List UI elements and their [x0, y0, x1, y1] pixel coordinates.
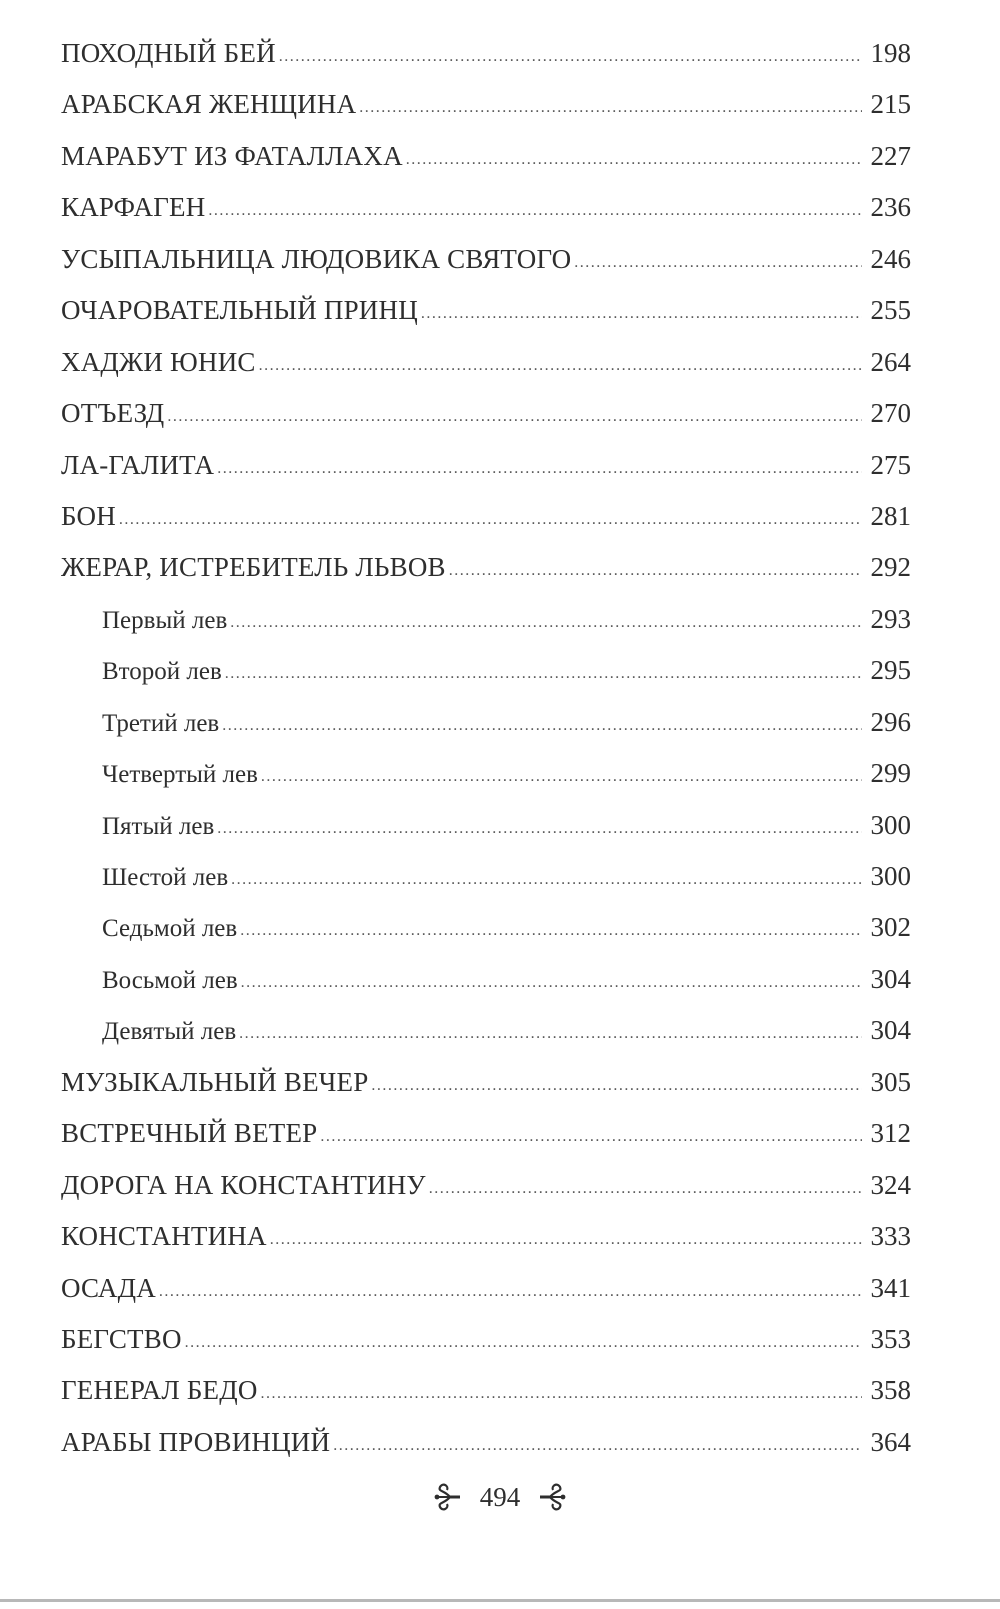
- toc-entry-page: 236: [870, 192, 911, 223]
- toc-entry-title: ОТЪЕЗД: [61, 398, 165, 429]
- toc-subentry[interactable]: [61, 697, 911, 748]
- toc-entry-page: 324: [870, 1169, 911, 1200]
- toc-entry[interactable]: [61, 182, 911, 233]
- toc-subentry-page: 300: [870, 861, 911, 891]
- toc-entry[interactable]: [61, 388, 911, 439]
- dot-leader: [231, 854, 862, 905]
- toc-entry[interactable]: [61, 1108, 911, 1159]
- toc-entry-title: КОНСТАНТИНА: [61, 1221, 267, 1252]
- toc-entry[interactable]: [61, 1365, 911, 1416]
- dot-leader: [159, 1266, 862, 1317]
- toc-entry[interactable]: [61, 234, 911, 285]
- dot-leader: [167, 391, 862, 442]
- toc-entry[interactable]: [61, 28, 911, 79]
- dot-leader: [279, 31, 862, 82]
- dot-leader: [241, 957, 862, 1008]
- dot-leader: [320, 1111, 862, 1162]
- toc-entry-page: 292: [870, 552, 911, 583]
- toc-entry[interactable]: [61, 1314, 911, 1365]
- toc-entry[interactable]: [61, 1417, 911, 1468]
- toc-entry-title: ХАДЖИ ЮНИС: [61, 346, 256, 377]
- toc-subentry-page: 304: [870, 963, 911, 994]
- dot-leader: [429, 1163, 862, 1214]
- dot-leader: [261, 751, 862, 802]
- toc-entry[interactable]: [61, 337, 911, 388]
- toc-entry[interactable]: [61, 542, 911, 593]
- dot-leader: [225, 648, 862, 699]
- toc-entry[interactable]: [61, 1057, 911, 1108]
- toc-subentry-page: 299: [870, 758, 911, 789]
- toc-subentry-page: 296: [870, 706, 911, 737]
- dot-leader: [240, 905, 862, 956]
- toc-entry-title: УСЫПАЛЬНИЦА ЛЮДОВИКА СВЯТОГО: [61, 243, 572, 274]
- toc-entry-page: 270: [870, 398, 911, 429]
- toc-subentry[interactable]: [61, 748, 911, 799]
- toc-entry-title: КАРФАГЕН: [61, 192, 206, 223]
- dot-leader: [359, 82, 862, 133]
- toc-entry-page: 255: [870, 295, 911, 326]
- toc-subentry[interactable]: [61, 954, 911, 1005]
- toc-subentry-page: 302: [870, 912, 911, 943]
- toc-entry-page: 246: [870, 243, 911, 274]
- page-number: 494: [479, 1481, 521, 1512]
- toc-entry-title: ЖЕРАР, ИСТРЕБИТЕЛЬ ЛЬВОВ: [61, 552, 446, 583]
- toc-subentry[interactable]: [61, 851, 911, 902]
- toc-entry-page: 353: [870, 1323, 911, 1354]
- toc-subentry-title: Первый лев: [102, 606, 228, 634]
- dot-leader: [406, 134, 862, 185]
- toc-entry-title: АРАБСКАЯ ЖЕНЩИНА: [61, 89, 357, 120]
- toc-entry-title: АРАБЫ ПРОВИНЦИЙ: [61, 1426, 331, 1457]
- toc-entry-title: ЛА-ГАЛИТА: [61, 449, 215, 480]
- toc-entry-page: 215: [870, 89, 911, 120]
- dot-leader: [239, 1008, 862, 1059]
- dot-leader: [270, 1214, 862, 1265]
- toc-entry-title: ВСТРЕЧНЫЙ ВЕТЕР: [61, 1118, 318, 1149]
- dot-leader: [333, 1420, 862, 1471]
- toc-entry[interactable]: [61, 1160, 911, 1211]
- page-edge-line: [0, 1599, 1000, 1602]
- toc-entry[interactable]: [61, 131, 911, 182]
- toc-entry-page: 275: [870, 449, 911, 480]
- toc-entry-page: 305: [870, 1066, 911, 1097]
- toc-entry-page: 333: [870, 1221, 911, 1252]
- dot-leader: [208, 185, 862, 236]
- toc-subentry[interactable]: [61, 1005, 911, 1056]
- toc-subentry-title: Четвертый лев: [102, 761, 258, 789]
- toc-subentry-page: 304: [870, 1015, 911, 1046]
- toc-entry-page: 281: [870, 500, 911, 531]
- dot-leader: [421, 288, 862, 339]
- toc-subentry-title: Пятый лев: [102, 812, 215, 840]
- toc-subentry[interactable]: [61, 594, 911, 645]
- toc-entry[interactable]: [61, 491, 911, 542]
- toc-entry-page: 341: [870, 1272, 911, 1303]
- dot-leader: [119, 494, 862, 545]
- toc-entry-title: БОН: [61, 500, 116, 531]
- dot-leader: [222, 700, 862, 751]
- toc-entry[interactable]: [61, 1263, 911, 1314]
- toc-entry[interactable]: [61, 1211, 911, 1262]
- dot-leader: [449, 545, 862, 596]
- dot-leader: [217, 443, 862, 494]
- toc-subentry-page: 295: [870, 655, 911, 686]
- toc-entry-page: 198: [870, 38, 911, 68]
- toc-subentry-title: Девятый лев: [102, 1018, 237, 1046]
- toc-entry[interactable]: [61, 285, 911, 336]
- toc-subentry-title: Седьмой лев: [102, 915, 238, 943]
- toc-entry-title: ДОРОГА НА КОНСТАНТИНУ: [61, 1169, 426, 1200]
- toc-entry-title: МАРАБУТ ИЗ ФАТАЛЛАХА: [61, 140, 403, 171]
- table-of-contents: [61, 28, 911, 1468]
- toc-entry-title: ПОХОДНЫЙ БЕЙ: [61, 38, 276, 68]
- dot-leader: [259, 340, 862, 391]
- toc-entry-title: БЕГСТВО: [61, 1323, 182, 1354]
- page-footer: [0, 1480, 1000, 1514]
- toc-subentry-page: 293: [870, 603, 911, 634]
- toc-entry-title: ОСАДА: [61, 1272, 156, 1303]
- dot-leader: [574, 237, 862, 288]
- dot-leader: [217, 803, 862, 854]
- toc-subentry-page: 300: [870, 809, 911, 840]
- toc-subentry-title: Восьмой лев: [102, 966, 238, 994]
- fleuron-left-icon: [434, 1480, 464, 1514]
- toc-entry-page: 364: [870, 1426, 911, 1457]
- fleuron-right-icon: [536, 1480, 566, 1514]
- toc-subentry-title: Третий лев: [102, 709, 220, 737]
- toc-entry[interactable]: [61, 79, 911, 130]
- toc-entry-page: 227: [870, 140, 911, 171]
- toc-entry-page: 312: [870, 1118, 911, 1149]
- toc-subentry-title: Второй лев: [102, 658, 222, 686]
- toc-subentry-title: Шестой лев: [102, 864, 229, 891]
- toc-entry-title: ОЧАРОВАТЕЛЬНЫЙ ПРИНЦ: [61, 295, 418, 326]
- dot-leader: [230, 597, 862, 648]
- dot-leader: [185, 1317, 862, 1368]
- toc-entry[interactable]: [61, 440, 911, 491]
- toc-subentry[interactable]: [61, 800, 911, 851]
- toc-subentry[interactable]: [61, 902, 911, 953]
- dot-leader: [371, 1060, 862, 1111]
- toc-entry-page: 358: [870, 1375, 911, 1406]
- dot-leader: [261, 1368, 862, 1419]
- toc-entry-title: МУЗЫКАЛЬНЫЙ ВЕЧЕР: [61, 1066, 369, 1097]
- toc-entry-page: 264: [870, 346, 911, 377]
- toc-entry-title: ГЕНЕРАЛ БЕДО: [61, 1375, 258, 1406]
- toc-subentry[interactable]: [61, 645, 911, 696]
